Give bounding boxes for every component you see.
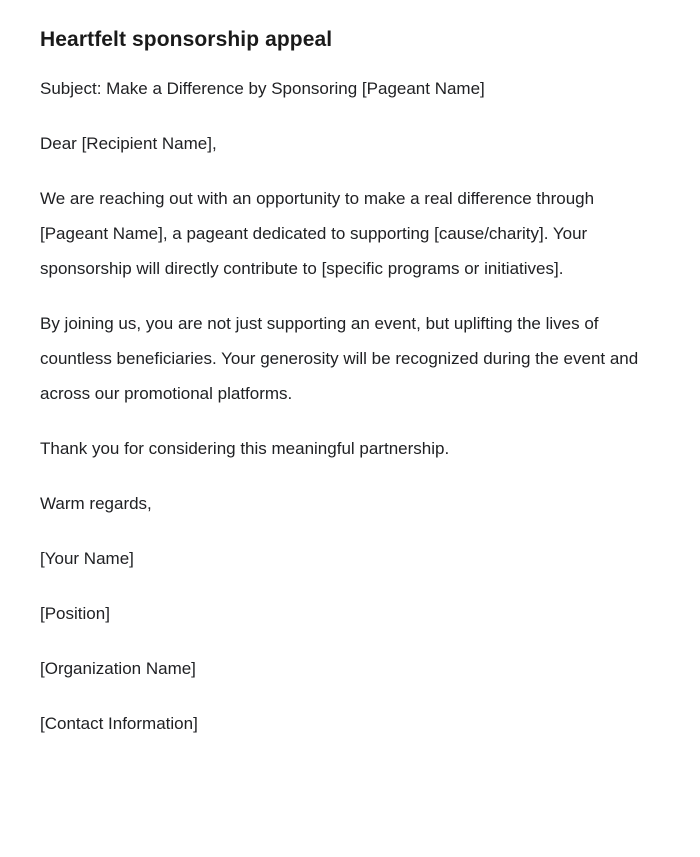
closing: Warm regards, bbox=[40, 494, 152, 513]
body-paragraph: By joining us, you are not just supporting an event, but uplifting the lives of countless beneficiaries. Your generosity will be recognized during the event and across our promotional platforms. bbox=[40, 314, 639, 403]
subject-line: Subject: Make a Difference by Sponsoring [Pageant Name] bbox=[40, 79, 485, 98]
signature-line-organization: [Organization Name] bbox=[40, 659, 196, 678]
signature-line-position: [Position] bbox=[40, 604, 110, 623]
body-paragraph: We are reaching out with an opportunity to make a real difference through [Pageant Name], a pageant dedicated to supporting [cause/charity]. Your sponsorship will directly contribute to [specific programs or initiatives]. bbox=[40, 189, 595, 278]
body-paragraph: Thank you for considering this meaningful partnership. bbox=[40, 439, 450, 458]
signature-line-name: [Your Name] bbox=[40, 549, 134, 568]
salutation: Dear [Recipient Name], bbox=[40, 134, 217, 153]
signature-line-contact: [Contact Information] bbox=[40, 714, 198, 733]
page-title: Heartfelt sponsorship appeal bbox=[40, 28, 333, 51]
